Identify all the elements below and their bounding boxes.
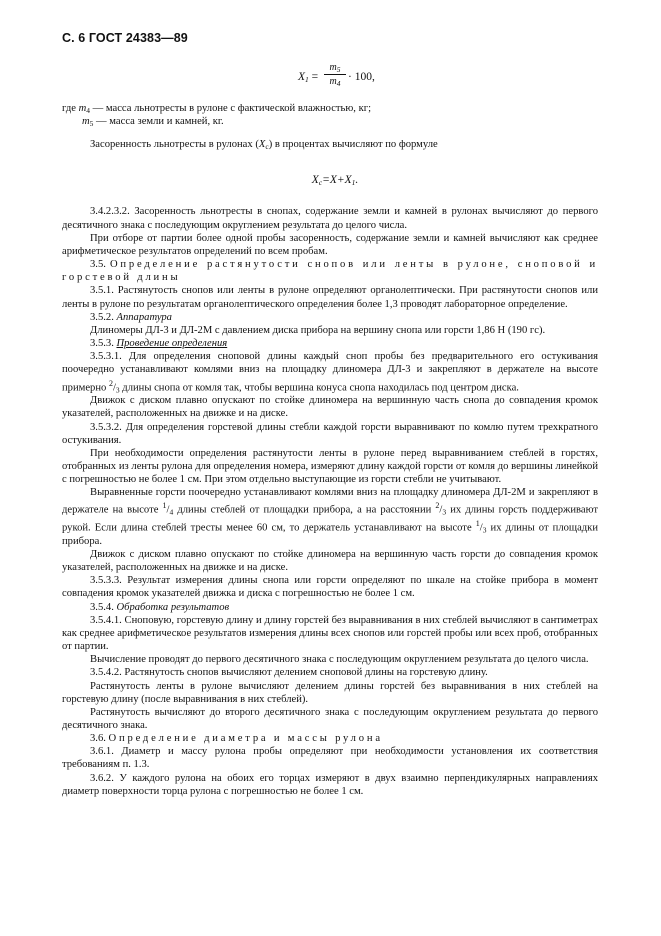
paragraph-tape-calc: Растянутость ленты в рулоне вычисляют делением длины горстей без выравнивания в них стеблей на горстевую длину (после выравнивания в них стеблей). xyxy=(62,680,598,705)
paragraph-3-6-1: 3.6.1. Диаметр и массу рулона пробы определяют при необходимости установления их соответствия требованиям п. 1.3. xyxy=(62,746,598,771)
heading-3-5-2: 3.5.2. Аппаратура xyxy=(90,311,172,323)
formula-xc: $X_c=X+X_1$. xyxy=(311,174,359,188)
paragraph-more-samples: При отборе от партии более одной пробы засоренность, содержание земли и камней вычисляют как среднее арифметическое результатов определений по всем пробам. xyxy=(62,232,598,257)
formula-x1-fraction: $m_5$ $m_4$ xyxy=(324,62,346,87)
paragraph-tape: При необходимости определения растянутости ленты в рулоне перед выравниванием стеблей в горстях, отобранных из ленты рулона для определения номера, измеряют длину каждой горсти от комля до вершины линейкой с погрешностью не более 1 см. При этом отдельно выступающие из горсти стебли не учитывают. xyxy=(62,447,598,486)
paragraph-3-5-3-1: 3.5.3.1. Для определения сноповой длины каждый сноп пробы без предварительного его остукивания поочередно устанавливают комлями вниз на площадку длиномера ДЛ-3 и закрепляют в держателе на высоте примерно $^2/_3$ длины снопа от комля так, чтобы вершина конуса снопа находилась под центром диска. xyxy=(62,351,598,395)
formula-x1-rhs: · 100, xyxy=(348,71,375,83)
paragraph-3-5-4-1: 3.5.4.1. Сноповую, горстевую длину и длину горстей без выравнивания в них стеблей вычисляют в сантиметрах как среднее арифметическое результатов измерения длины всех снопов или горстей пробы или всех проб, отобранных от партии. xyxy=(62,614,598,653)
where-m5: $m_5$ — масса земли и камней, кг. xyxy=(82,116,224,129)
where-m4: где $m_4$ — масса льнотресты в рулоне с фактической влажностью, кг; xyxy=(62,103,372,115)
paragraph-3-5-4-2: 3.5.4.2. Растянутость снопов вычисляют делением сноповой длины на горстевую длину. xyxy=(90,667,488,679)
paragraph-3-4-2-3-2: 3.4.2.3.2. Засоренность льнотресты в снопах, содержание земли и камней в рулонах вычисляют до первого десятичного знака с последующим округлением результата до целого числа. xyxy=(62,206,598,231)
paragraph-aligned: Выравненные горсти поочередно устанавливают комлями вниз на площадку длиномера ДЛ-2М и закрепляют в держателе на высоте $^1/_4$ длины стеблей от площадки прибора, а на расстоянии $^2/_3$ их длины горсть поддерживают рукой. Если длина стеблей тресты менее 60 см, то держатель устанавливают на высоте $^1/_3$ их длины от площадки прибора. xyxy=(62,487,598,547)
heading-3-6: 3.6. Определение диаметра и массы рулона xyxy=(90,733,383,745)
paragraph-3-5-3-3: 3.5.3.3. Результат измерения длины снопа или горсти определяют по шкале на стойке прибора в момент совпадения кромок указателей движка и диска с погрешностью не более 1 см. xyxy=(62,575,598,600)
paragraph-disk-2: Движок с диском плавно опускают по стойке длиномера на вершинную часть горсти до совпадения кромок указателей, расположенных на движке и на диске. xyxy=(62,548,598,574)
paragraph-3-5-3-2: 3.5.3.2. Для определения горстевой длины стебли каждой горсти выравнивают по комлю путем трехкратного остукивания. xyxy=(62,421,598,446)
formula-x1-lhs: $X_1$ = xyxy=(298,71,319,84)
heading-3-5-3: 3.5.3. Проведение определения xyxy=(90,338,228,350)
paragraph-total-litter: Засоренность льнотресты в рулонах $(X_c)$ в процентах вычисляют по формуле xyxy=(90,139,438,152)
heading-3-5-4: 3.5.4. Обработка результатов xyxy=(90,601,230,613)
paragraph-calc-2: Растянутость вычисляют до второго десятичного знака с последующим округлением результата до первого десятичного знака. xyxy=(62,706,598,731)
heading-3-5: 3.5. Определение растянутости снопов или ленты в рулоне, сноповой и горстевой длины xyxy=(62,259,598,284)
where-clause xyxy=(62,102,598,128)
paragraph-disk-1: Движок с диском плавно опускают по стойке длиномера на вершинную часть снопа до совпадения кромок указателей, расположенных на движке и на диске. xyxy=(62,395,598,420)
paragraph-apparatus: Длиномеры ДЛ-3 и ДЛ-2М с давлением диска прибора на вершину снопа или горсти 1,86 Н (190 гс). xyxy=(90,324,546,336)
paragraph-3-6-2: 3.6.2. У каждого рулона на обоих его торцах измеряют в двух взаимно перпендикулярных направлениях диаметр поверхности торца рулона с погрешностью не более 1 см. xyxy=(62,772,598,797)
paragraph-3-5-1: 3.5.1. Растянутость снопов или ленты в рулоне определяют органолептически. При растянутости снопов или ленты в рулоне по результатам органолептического определения более 1,3 проводят лабораторное определение. xyxy=(62,285,598,310)
page-header: С. 6 ГОСТ 24383—89 xyxy=(62,31,188,45)
formula-x1 xyxy=(62,62,598,98)
document-body xyxy=(62,62,598,798)
paragraph-calc-1: Вычисление проводят до первого десятичного знака с последующим округлением результата до целого числа. xyxy=(90,654,589,666)
